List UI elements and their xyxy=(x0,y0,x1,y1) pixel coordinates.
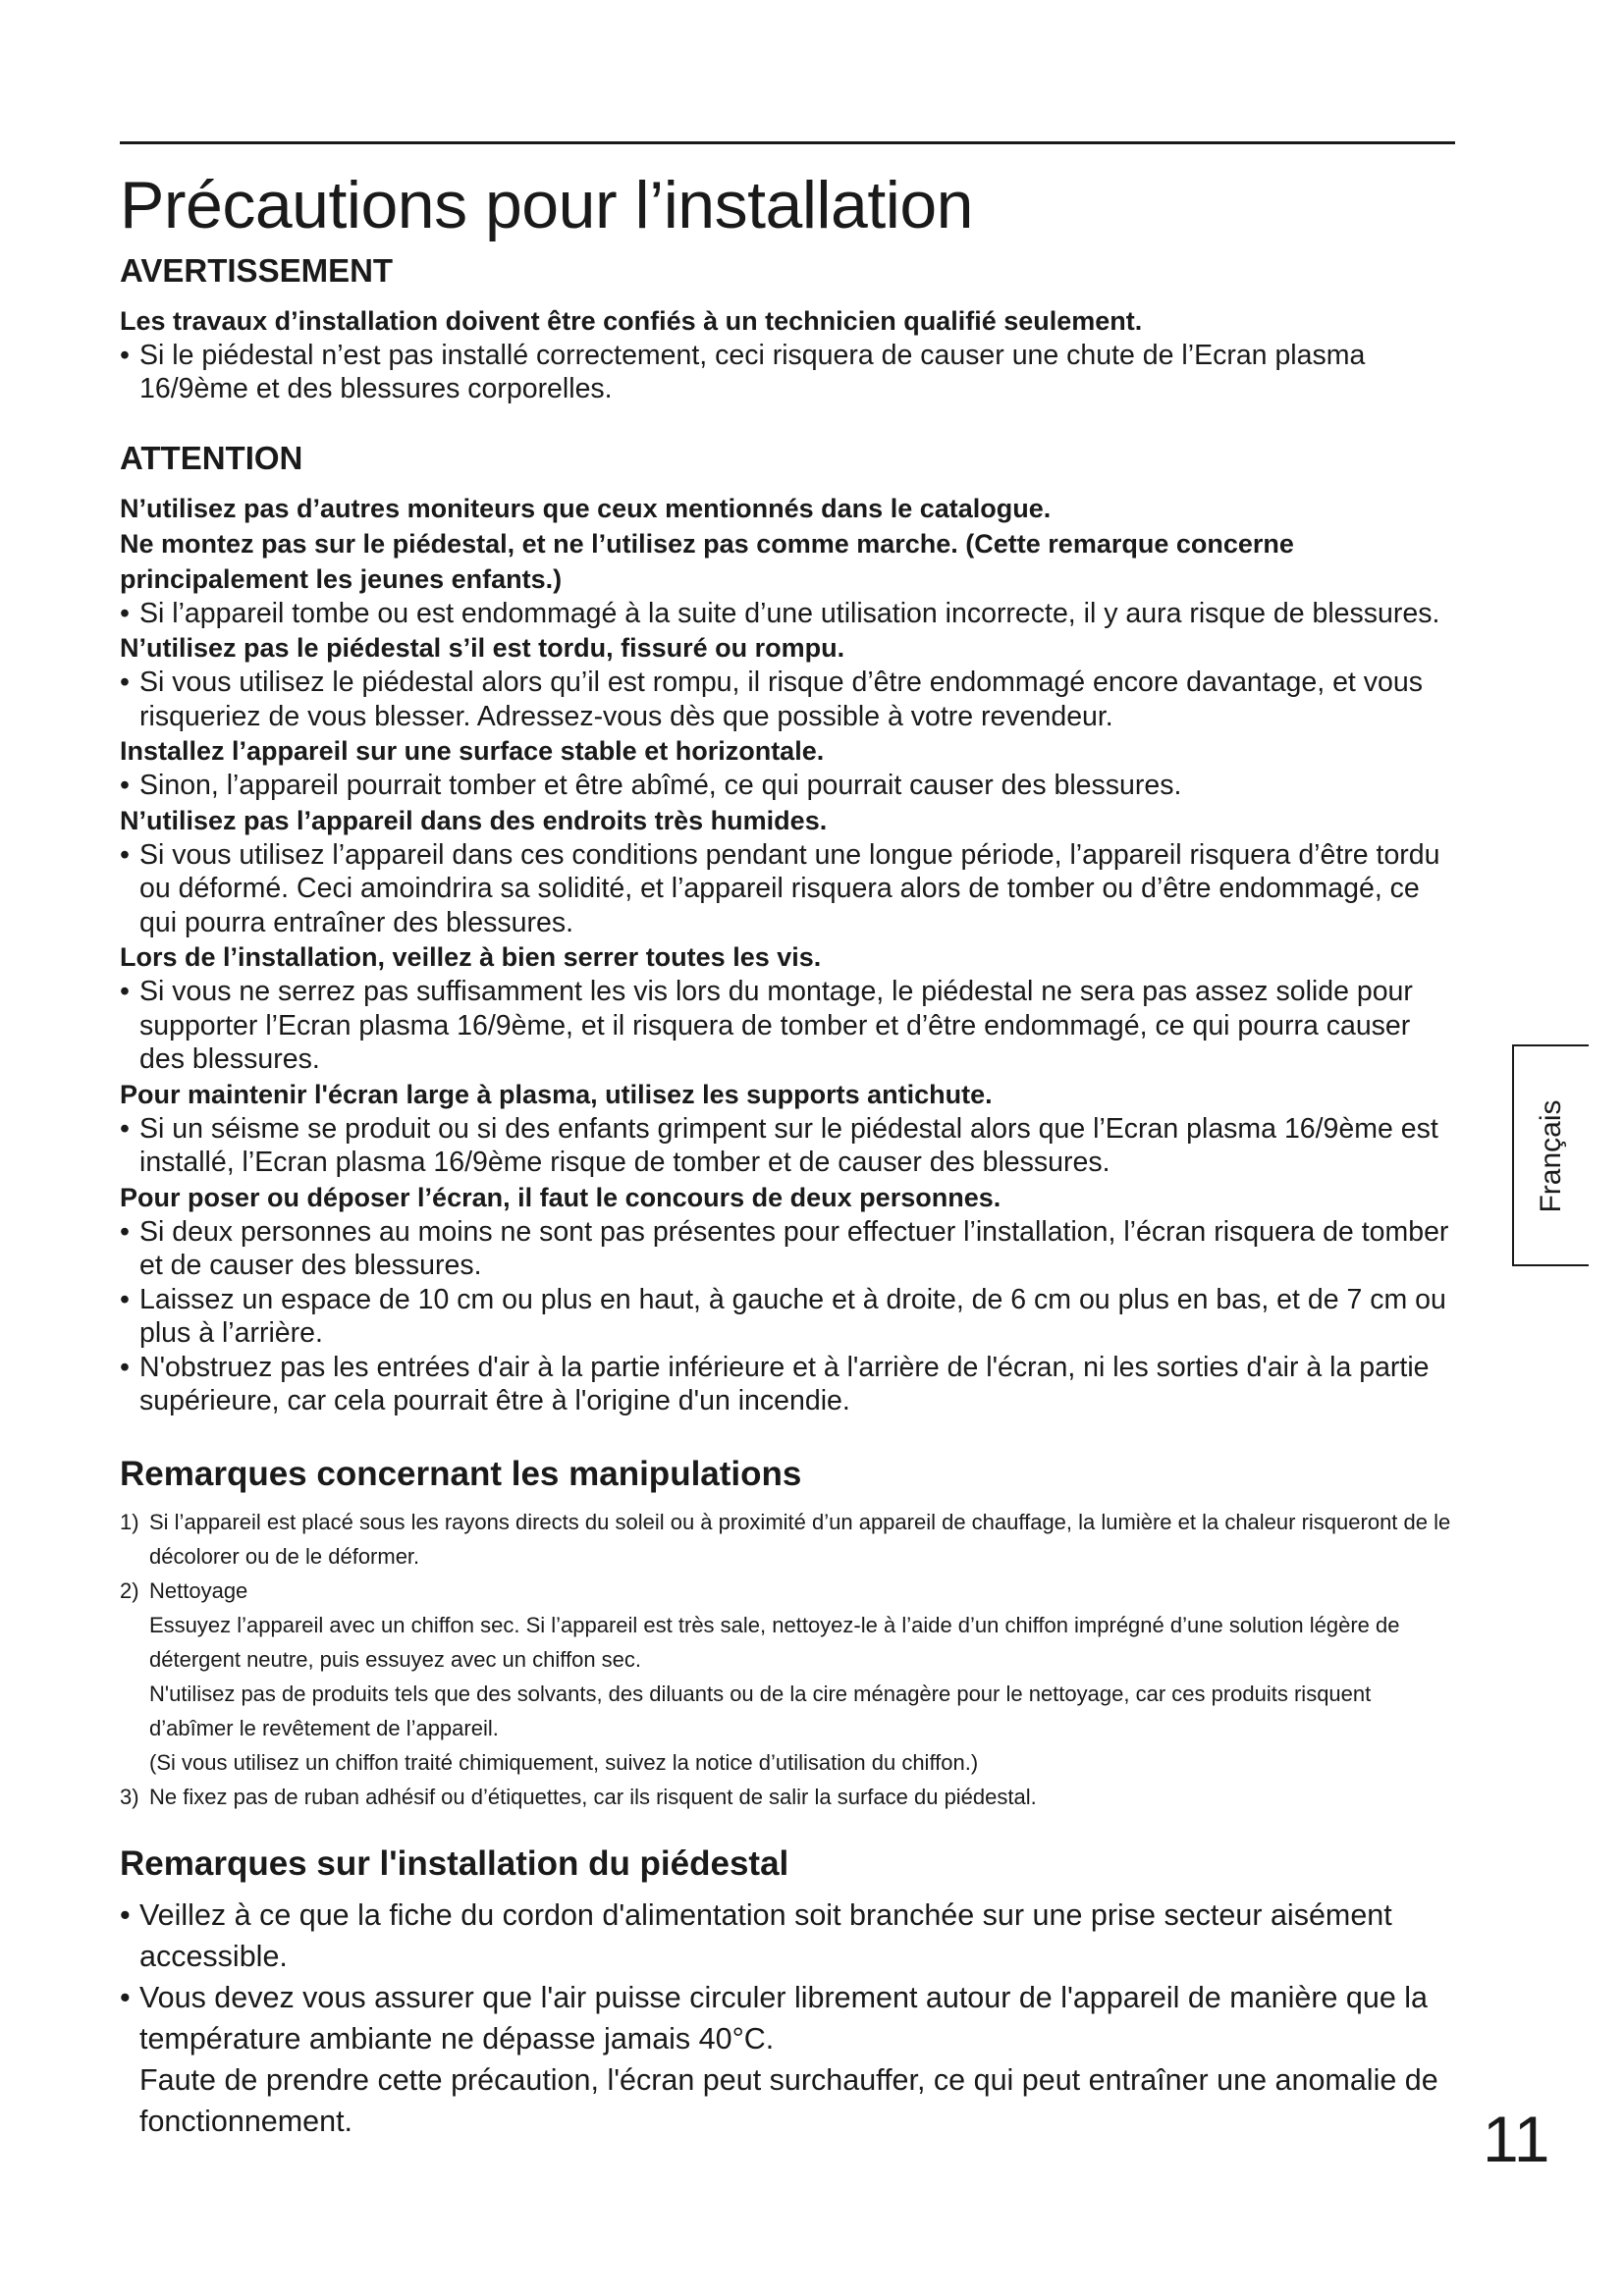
note-number: 2) xyxy=(120,1577,139,1603)
language-tab-label: Français xyxy=(1535,1099,1567,1213)
bullet-item: • Si le piédestal n’est pas installé correctement, ceci risquera de causer une chute de l’Ecran plasma 16/9ème et des blessures corporelles. xyxy=(120,339,1460,406)
caution-statement: N’utilisez pas le piédestal s’il est tordu, fissuré ou rompu. xyxy=(120,633,845,664)
handling-heading: Remarques concernant les manipulations xyxy=(120,1454,802,1493)
installation-notes-continuation: Faute de prendre cette précaution, l'écran peut surchauffer, ce qui peut entraîner une anomalie de fonctionnement. xyxy=(139,2062,1438,2138)
note-text: Nettoyage xyxy=(149,1577,248,1603)
caution-block xyxy=(120,491,1460,631)
caution-statement: Lors de l’installation, veillez à bien serrer toutes les vis. xyxy=(120,942,822,973)
bullet-item: • Laissez un espace de 10 cm ou plus en haut, à gauche et à droite, de 6 cm ou plus en bas, et de 7 cm ou plus à l’arrière. xyxy=(120,1283,1460,1351)
warning-statement: Les travaux d’installation doivent être confiés à un technicien qualifié seulement. xyxy=(120,305,1143,336)
note-number: 3) xyxy=(120,1784,139,1809)
caution-bullets xyxy=(120,1215,1460,1418)
note-text: Essuyez l’appareil avec un chiffon sec. Si l’appareil est très sale, nettoyez-le à l’aide d’un chiffon imprégné d’une solution légère de détergent neutre, puis essuyez avec un chiffon sec. xyxy=(149,1612,1400,1672)
handling-section xyxy=(120,1454,1460,1814)
caution-bullets xyxy=(120,666,1460,733)
note-item xyxy=(120,1574,1460,1780)
caution-block xyxy=(120,803,1460,940)
caution-heading: ATTENTION xyxy=(120,439,303,476)
bullet-item: • Vous devez vous assurer que l'air puisse circuler librement autour de l'appareil de manière que la température ambiante ne dépasse jamais 40°C. xyxy=(120,1977,1460,2059)
caution-bullets xyxy=(120,1112,1460,1180)
caution-bullets xyxy=(120,597,1460,631)
caution-bullets xyxy=(120,769,1460,803)
note-item xyxy=(120,1780,1460,1814)
installation-notes-section xyxy=(120,1843,1460,2142)
bullet-item: • N'obstruez pas les entrées d'air à la partie inférieure et à l'arrière de l'écran, ni les sorties d'air à la partie supérieure, car cela pourrait être à l'origine d'un incendie. xyxy=(120,1351,1460,1418)
caution-bullets xyxy=(120,838,1460,940)
note-text: Ne fixez pas de ruban adhésif ou d’étiquettes, car ils risquent de salir la surface du piédestal. xyxy=(149,1784,1037,1809)
note-text: N'utilisez pas de produits tels que des solvants, des diluants ou de la cire ménagère pour le nettoyage, car ces produits risquent d’abîmer le revêtement de l’appareil. xyxy=(149,1681,1372,1740)
bullet-item: • Si vous utilisez l’appareil dans ces conditions pendant une longue période, l’appareil risquera d’être tordu ou déformé. Ceci amoindrira sa solidité, et l’appareil risquera alors de tomber ou d’être endommagé, ce qui pourra entraîner des blessures. xyxy=(120,838,1460,940)
caution-section xyxy=(120,440,1460,1418)
caution-statement: N’utilisez pas d’autres moniteurs que ceux mentionnés dans le catalogue. xyxy=(120,493,1052,523)
bullet-item: • Veillez à ce que la fiche du cordon d'alimentation soit branchée sur une prise secteur aisément accessible. xyxy=(120,1895,1460,1977)
note-text: Si l’appareil est placé sous les rayons directs du soleil ou à proximité d’un appareil de chauffage, la lumière et la chaleur risqueront de le décolorer ou de le déformer. xyxy=(149,1509,1451,1569)
note-number: 1) xyxy=(120,1509,139,1534)
bullet-item: • Si un séisme se produit ou si des enfants grimpent sur le piédestal alors que l’Ecran plasma 16/9ème est installé, l’Ecran plasma 16/9ème risque de tomber et de causer des blessures. xyxy=(120,1112,1460,1180)
warning-section xyxy=(120,252,1460,406)
note-text: (Si vous utilisez un chiffon traité chimiquement, suivez la notice d’utilisation du chiffon.) xyxy=(149,1749,979,1775)
bullet-item: • Si deux personnes au moins ne sont pas présentes pour effectuer l’installation, l’écran risquera de tomber et de causer des blessures. xyxy=(120,1215,1460,1283)
warning-bullets xyxy=(120,339,1460,406)
caution-statement: Installez l’appareil sur une surface stable et horizontale. xyxy=(120,736,825,767)
bullet-item: • Sinon, l’appareil pourrait tomber et être abîmé, ce qui pourrait causer des blessures. xyxy=(120,769,1460,803)
note-item xyxy=(120,1505,1460,1574)
caution-statement: Pour poser ou déposer l’écran, il faut le concours de deux personnes. xyxy=(120,1182,1001,1212)
language-tab xyxy=(1512,1044,1589,1266)
caution-block xyxy=(120,1180,1460,1418)
caution-bullets xyxy=(120,975,1460,1077)
page-title: Précautions pour l’installation xyxy=(120,168,973,242)
top-rule xyxy=(120,141,1455,144)
bullet-item: • Si l’appareil tombe ou est endommagé à la suite d’une utilisation incorrecte, il y aura risque de blessures. xyxy=(120,597,1460,631)
page-content xyxy=(120,169,1460,2142)
installation-notes-heading: Remarques sur l'installation du piédestal xyxy=(120,1843,789,1883)
bullet-item: • Si vous utilisez le piédestal alors qu’il est rompu, il risque d’être endommagé encore davantage, et vous risqueriez de vous blesser. Adressez-vous dès que possible à votre revendeur. xyxy=(120,666,1460,733)
page-number: 11 xyxy=(1483,2103,1550,2175)
caution-block xyxy=(120,733,1460,803)
handling-list xyxy=(120,1505,1460,1814)
caution-block xyxy=(120,939,1460,1077)
caution-block xyxy=(120,1077,1460,1180)
caution-statement: N’utilisez pas l’appareil dans des endroits très humides. xyxy=(120,805,828,835)
installation-notes-bullets xyxy=(120,1895,1460,2059)
caution-block xyxy=(120,630,1460,733)
bullet-item: • Si vous ne serrez pas suffisamment les vis lors du montage, le piédestal ne sera pas assez solide pour supporter l’Ecran plasma 16/9ème, et il risquera de tomber et d’être endommagé, ce qui pourra causer des blessures. xyxy=(120,975,1460,1077)
caution-statement: Pour maintenir l'écran large à plasma, utilisez les supports antichute. xyxy=(120,1079,993,1109)
caution-statement: Ne montez pas sur le piédestal, et ne l’utilisez pas comme marche. (Cette remarque concerne principalement les jeunes enfants.) xyxy=(120,528,1294,594)
warning-heading: AVERTISSEMENT xyxy=(120,251,394,289)
